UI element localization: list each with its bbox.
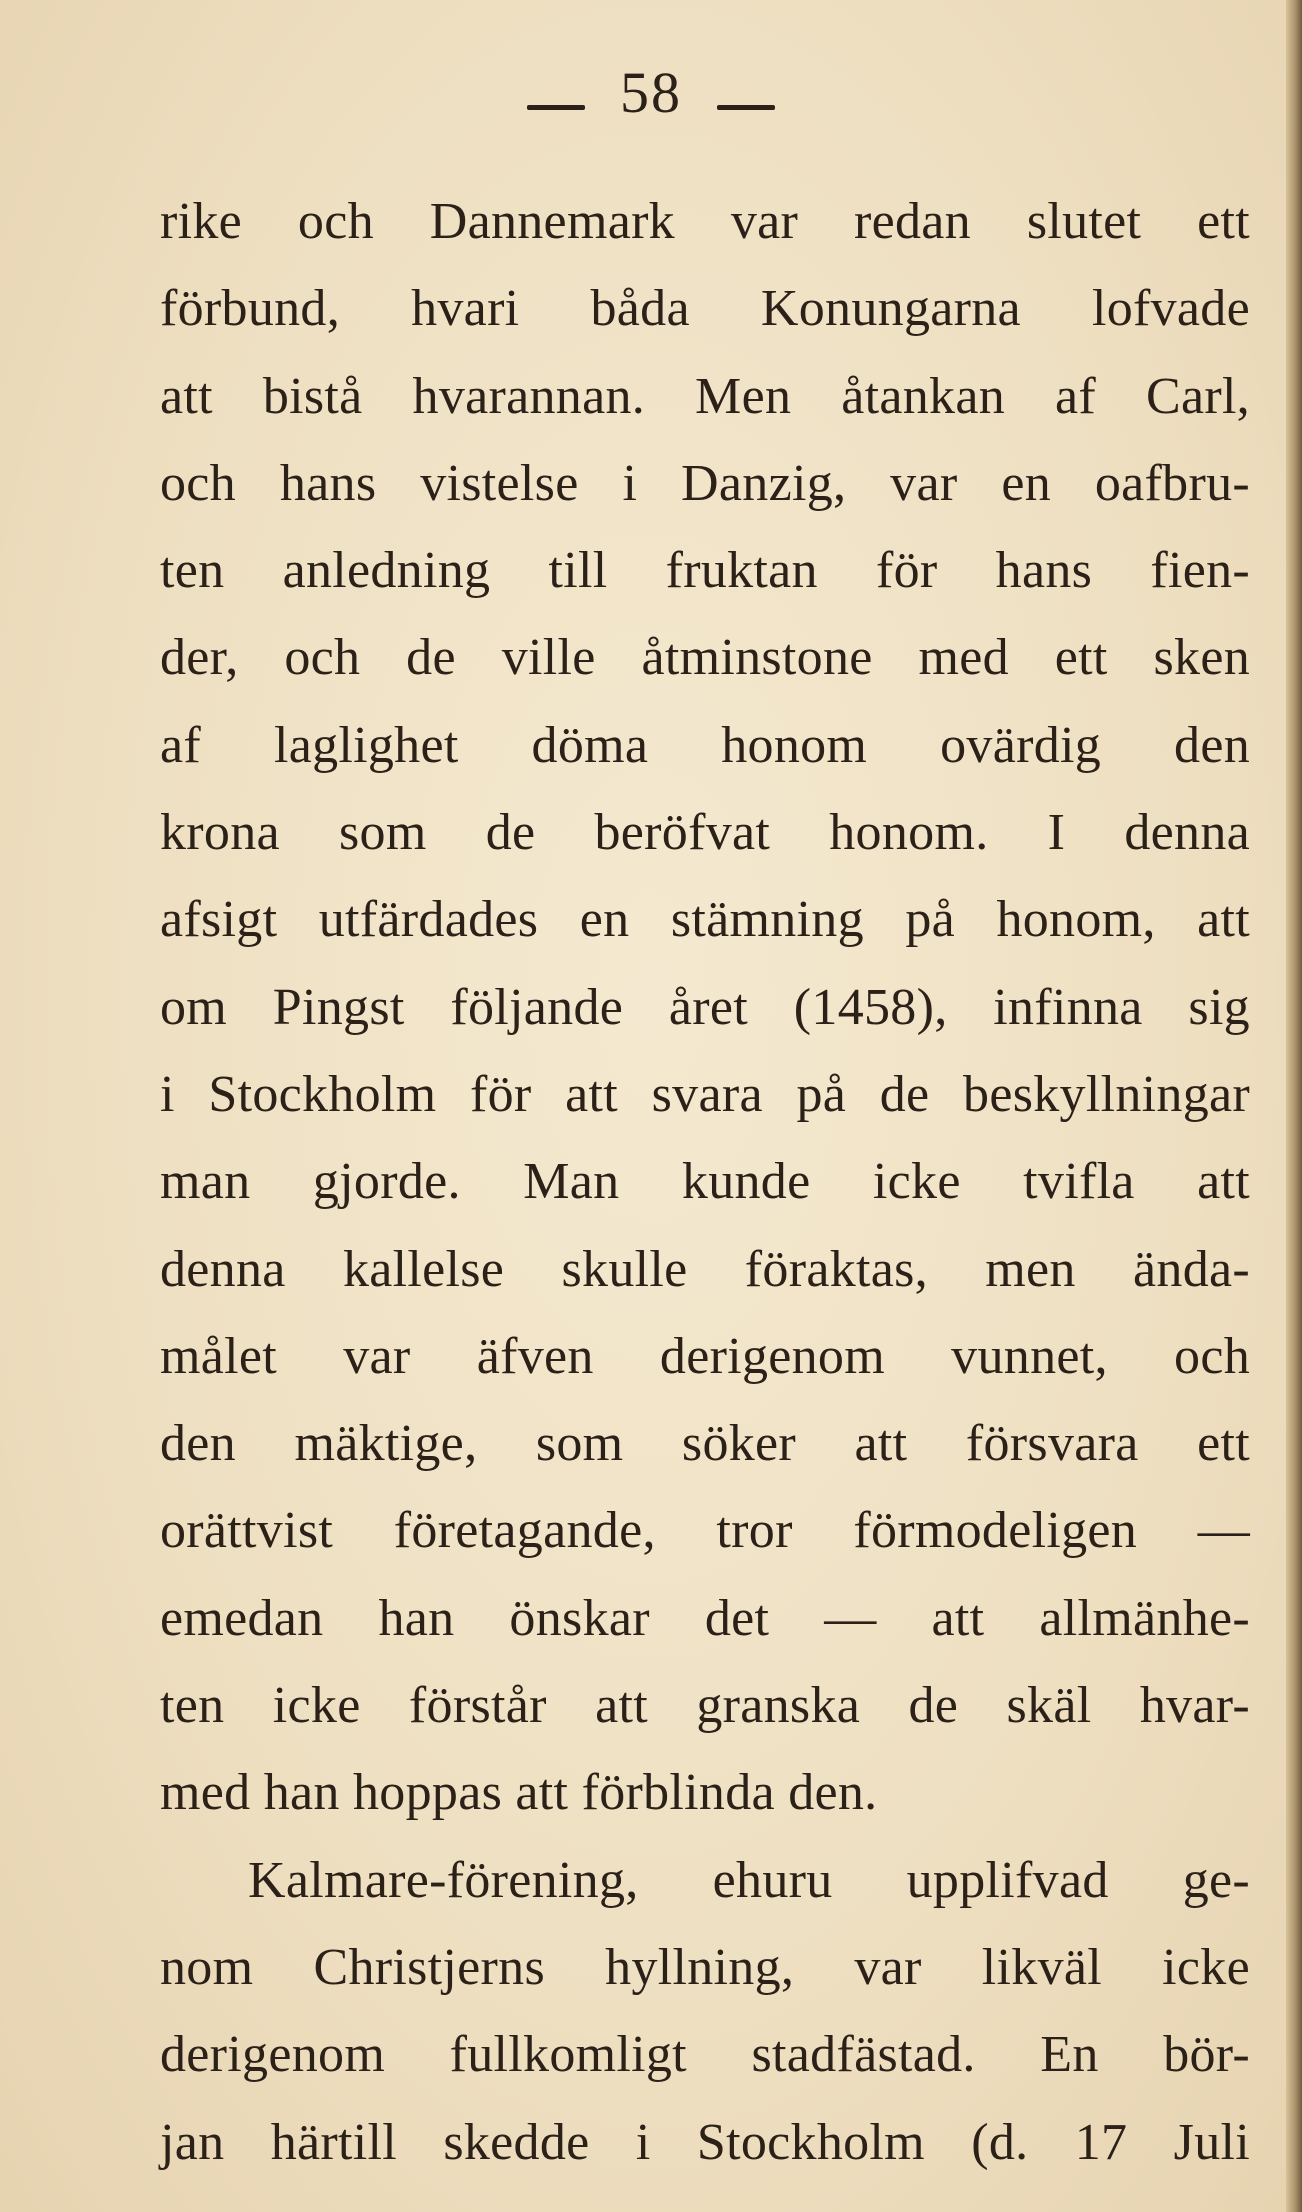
text-line: målet var äfven derigenom vunnet, och <box>160 1327 1250 1385</box>
text-line: nom Christjerns hyllning, var likväl icke <box>160 1938 1250 1996</box>
text-line: att bistå hvarannan. Men åtankan af Carl, <box>160 367 1250 425</box>
text-line: den mäktige, som söker att försvara ett <box>160 1415 1250 1473</box>
text-line: krona som de beröfvat honom. I denna <box>160 804 1250 862</box>
page-number: 58 <box>620 60 682 125</box>
text-line: Kalmare-förening, ehuru upplifvad ge- <box>248 1851 1250 1909</box>
text-line: jan härtill skedde i Stockholm (d. 17 Juli <box>160 2113 1250 2171</box>
text-line: orättvist företagande, tror förmodeligen — <box>160 1502 1250 1560</box>
text-line: afsigt utfärdades en stämning på honom, att <box>160 891 1250 949</box>
body-text <box>160 178 1250 2186</box>
text-line: och hans vistelse i Danzig, var en oafbru- <box>160 454 1250 512</box>
text-line: förbund, hvari båda Konungarna lofvade <box>160 280 1250 338</box>
text-line: med han hoppas att förblinda den. <box>160 1764 878 1822</box>
text-line: ten anledning till fruktan för hans fien- <box>160 542 1250 600</box>
text-line: derigenom fullkomligt stadfästad. En bör- <box>160 2026 1250 2084</box>
text-line: man gjorde. Man kunde icke tvifla att <box>160 1153 1250 1211</box>
text-line: i Stockholm för att svara på de beskyllningar <box>160 1065 1250 1123</box>
header-dash-right <box>717 105 775 110</box>
header-dash-left <box>527 105 585 110</box>
text-line: denna kallelse skulle föraktas, men ända- <box>160 1240 1250 1298</box>
text-line: ten icke förstår att granska de skäl hvar- <box>160 1677 1250 1735</box>
page-header <box>0 58 1302 128</box>
page-edge <box>1286 0 1302 2212</box>
text-line: emedan han önskar det — att allmänhe- <box>160 1589 1250 1647</box>
text-line: rike och Dannemark var redan slutet ett <box>160 193 1250 250</box>
text-line: der, och de ville åtminstone med ett sken <box>160 629 1250 687</box>
text-line: om Pingst följande året (1458), infinna sig <box>160 978 1250 1036</box>
text-line: af laglighet döma honom ovärdig den <box>160 716 1250 774</box>
